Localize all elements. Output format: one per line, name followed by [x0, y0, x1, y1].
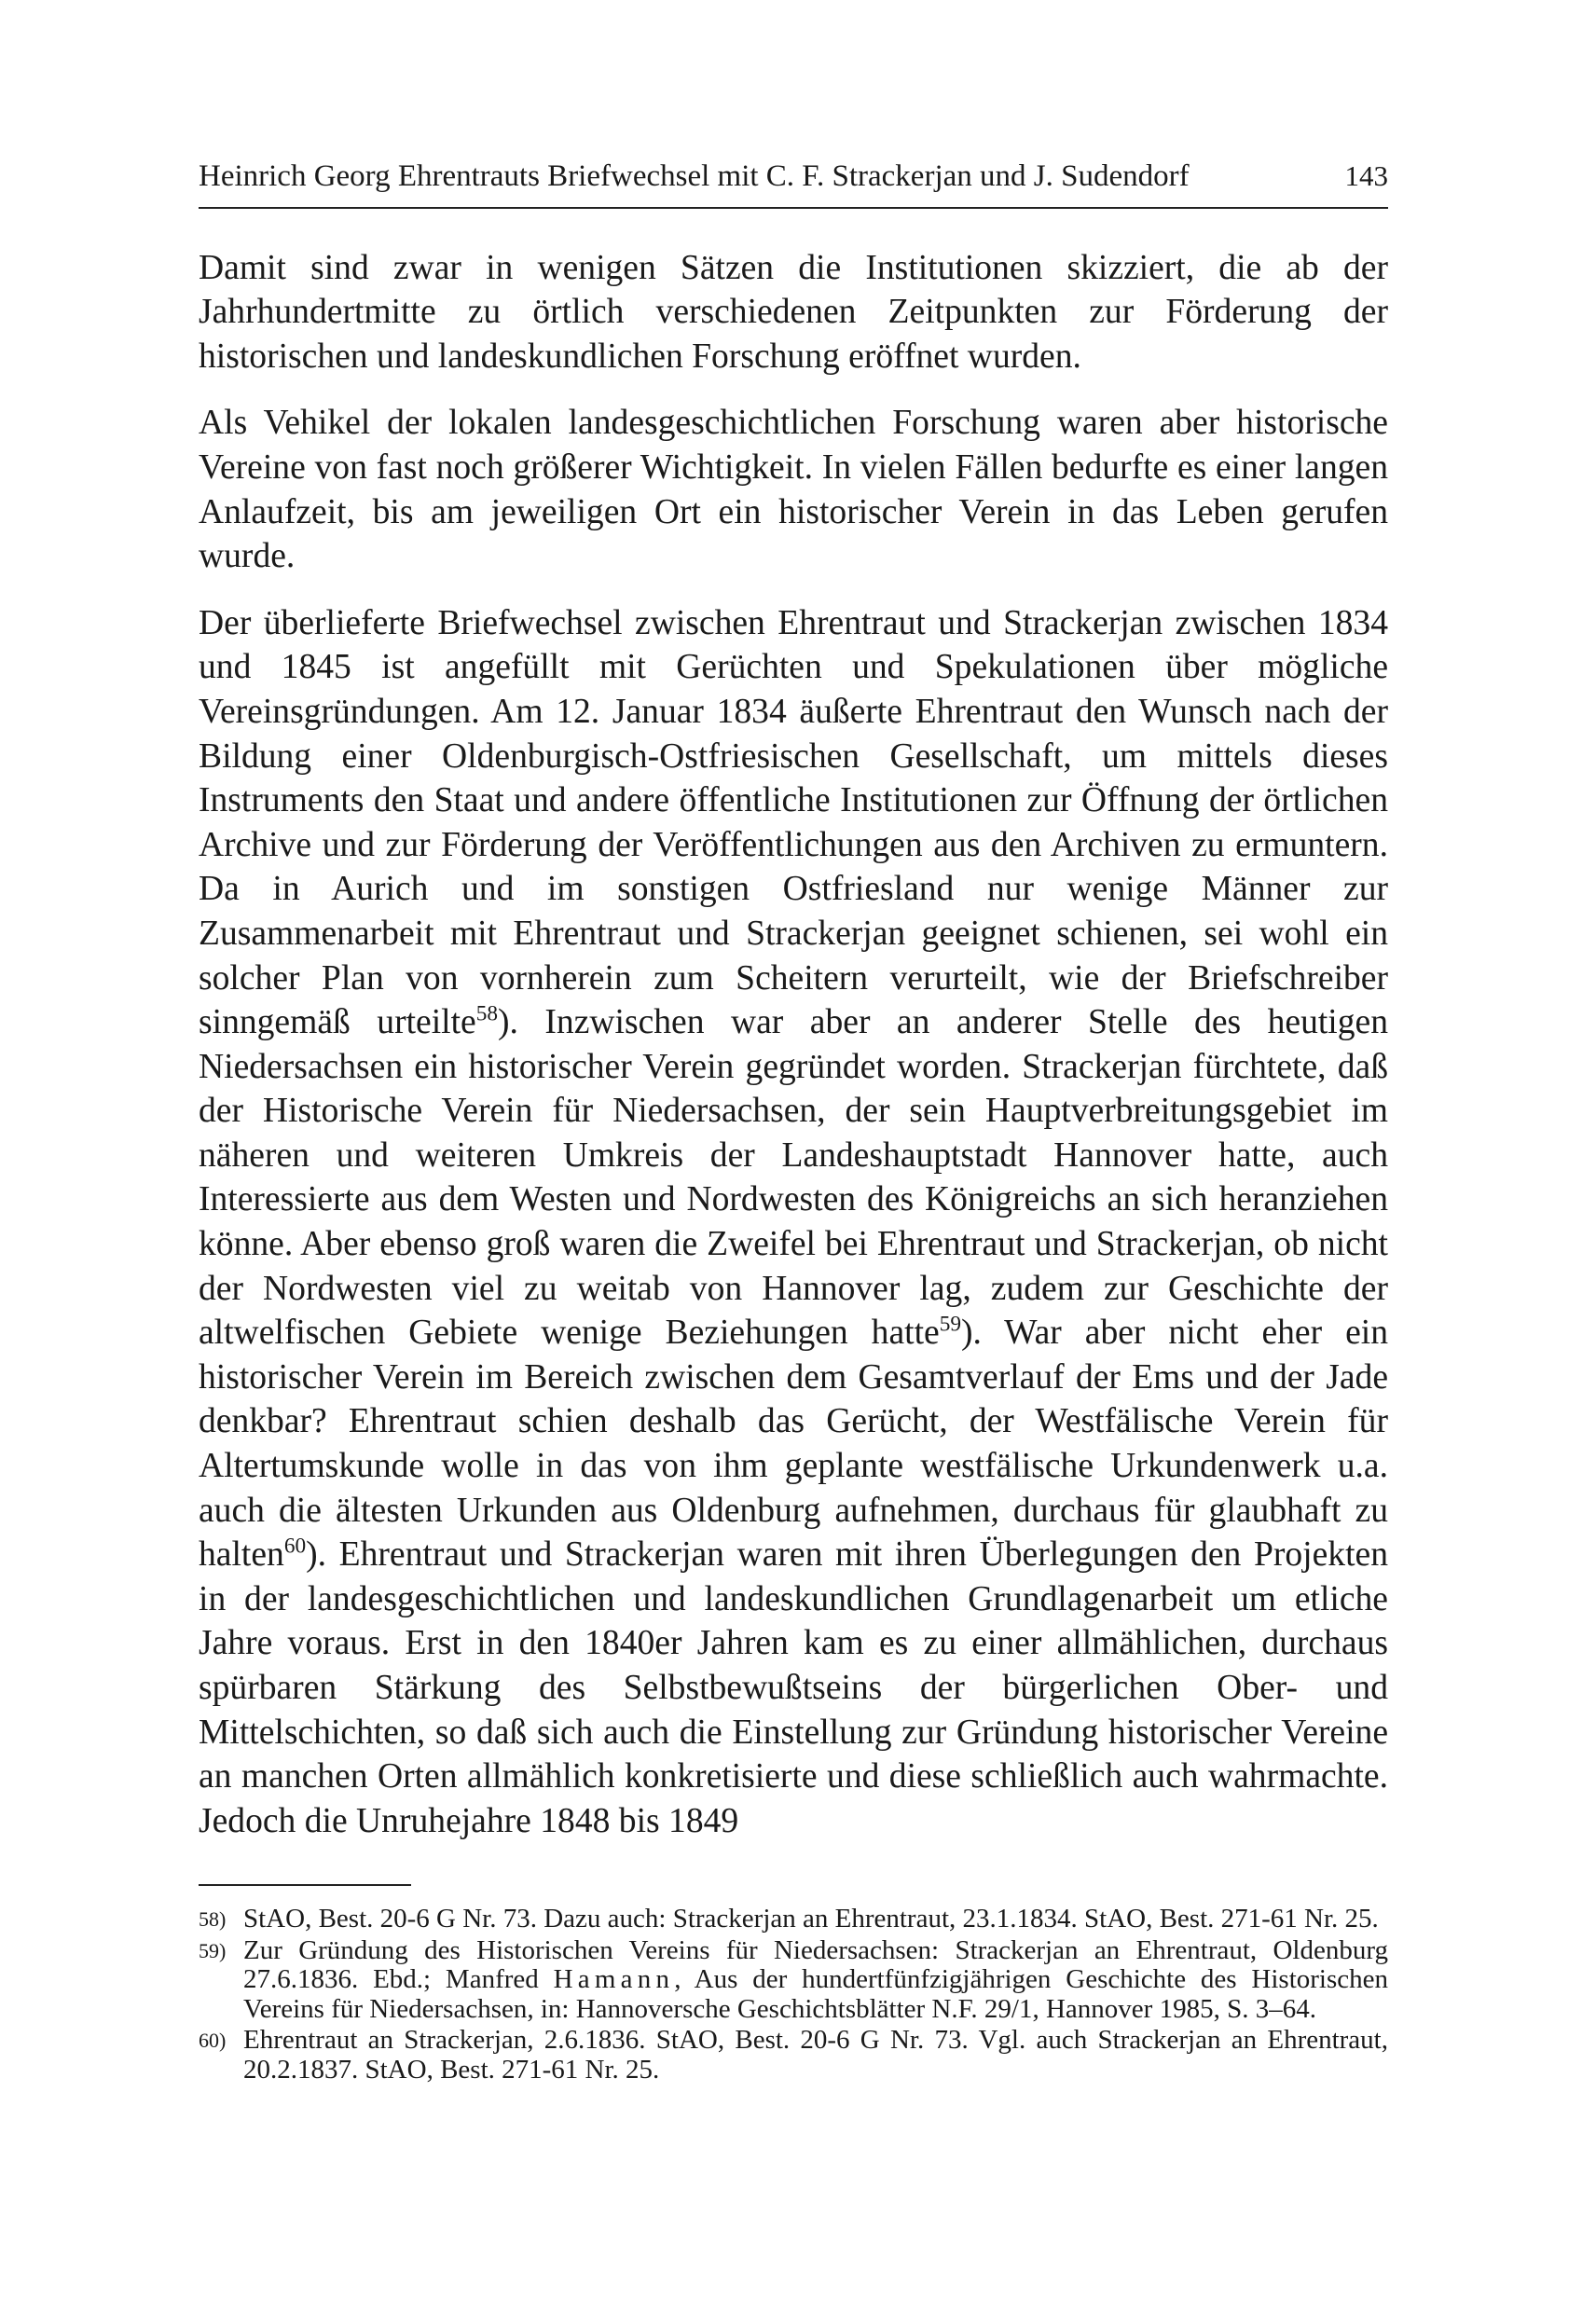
body-text [199, 246, 1388, 1844]
footnote-author: Hamann [553, 1964, 675, 1995]
page [199, 158, 1388, 2086]
footnote-text: Ehrentraut an Strackerjan, 2.6.1836. StAO, Best. 20-6 G Nr. 73. Vgl. auch Strackerjan an Ehrentraut, 20.2.1837. StAO, Best. 271-61 Nr. 25. [243, 2025, 1388, 2085]
paragraph: Als Vehikel der lokalen landesgeschichtlichen Forschung waren aber historische Vereine von fast noch größerer Wichtigkeit. In vielen Fällen bedurfte es einer langen Anlaufzeit, bis am jeweiligen Ort ein historischer Verein in das Leben gerufen wurde. [199, 404, 1388, 576]
footnote-text-part: , Aus der hundertfünfzigjährigen Geschichte des Historischen Vereins für Niedersachsen, in: Hannoversche Geschichtsblätter N.F. 29/1, Hannover 1985, S. 3–64. [243, 1964, 1388, 2024]
footnote-mark: 60) [199, 2029, 227, 2053]
footnote [199, 1936, 1388, 2025]
paragraph [199, 601, 1388, 1844]
footnote-mark: 59) [199, 1938, 227, 1962]
footnote-reference: 60 [283, 1534, 307, 1559]
footnote-text [243, 1936, 1388, 2025]
running-head [199, 158, 1388, 209]
running-head-title: Heinrich Georg Ehrentrauts Briefwechsel mit C. F. Strackerjan und J. Sudendorf [199, 159, 1190, 193]
footnote-text-part: Zur Gründung des Historischen Vereins für Niedersachsen: Strackerjan an Ehrentraut, Oldenburg 27.6.1836. Ebd.; Manfred [243, 1934, 1388, 1995]
footnote-mark: 58) [199, 1907, 227, 1932]
paragraph-text: ). Inzwischen war aber an anderer Stelle des heutigen Niedersachsen ein historischer Verein gegründet worden. Strackerjan fürchtete, daß der Historische Verein für Niedersachsen, der sein Hauptverbreitungsgebiet im näheren und weiteren Umkreis der Landeshauptstadt Hannover hatte, auch Interessierte aus dem Westen und Nordwesten des Königreichs an sich heranziehen könne. Aber ebenso groß waren die Zweifel bei Ehrentraut und Strackerjan, ob nicht der Nordwesten viel zu weitab von Hannover lag, zudem zur Geschichte der altwelfischen Gebiete wenige Beziehungen hatte [199, 1003, 1389, 1353]
footnote-reference: 58 [475, 1001, 499, 1026]
paragraph-text: ). War aber nicht eher ein historischer Verein im Bereich zwischen dem Gesamtverlauf der Ems und der Jade denkbar? Ehrentraut schien deshalb das Gerücht, der Westfälische Verein für Altertumskunde wolle in das von ihm geplante westfälische Urkundenwerk u.a. auch die ältesten Urkunden aus Oldenburg aufnehmen, durchaus für glaubhaft zu halten [199, 1314, 1388, 1575]
page-number: 143 [1344, 159, 1388, 192]
paragraph: Damit sind zwar in wenigen Sätzen die Institutionen skizziert, die ab der Jahrhundertmitte zu örtlich verschiedenen Zeitpunkten zur Förderung der historischen und landeskundlichen Forschung eröffnet wurden. [199, 248, 1388, 376]
footnotes [199, 1905, 1388, 2085]
footnote [199, 1905, 1388, 1934]
footnote [199, 2026, 1388, 2085]
paragraph-text: ). Ehrentraut und Strackerjan waren mit ihren Überlegungen den Projekten in der landesgeschichtlichen und landeskundlichen Grundlagenarbeit um etliche Jahre voraus. Erst in den 1840er Jahren kam es zu einer allmählichen, durchaus spürbaren Stärkung des Selbstbewußtseins der bürgerlichen Ober- und Mittelschichten, so daß sich auch die Einstellung zur Gründung historischer Vereine an manchen Orten allmählich konkretisierte und diese schließlich auch wahrmachte. Jedoch die Unruhejahre 1848 bis 1849 [199, 1535, 1388, 1840]
footnote-reference: 59 [939, 1312, 961, 1337]
paragraph-text: Der überlieferte Briefwechsel zwischen Ehrentraut und Strackerjan zwischen 1834 und 1845 ist angefüllt mit Gerüchten und Spekulationen über mögliche Vereinsgründungen. Am 12. Januar 1834 äußerte Ehrentraut den Wunsch nach der Bildung einer Oldenburgisch-Ostfriesischen Gesellschaft, um mittels dieses Instruments den Staat und andere öffentliche Institutionen zur Öffnung der örtlichen Archive und zur Förderung der Veröffentlichungen aus den Archiven zu ermuntern. Da in Aurich und im sonstigen Ostfriesland nur wenige Männer zur Zusammenarbeit mit Ehrentraut und Strackerjan geeignet schienen, sei wohl ein solcher Plan von vornherein zum Scheitern verurteilt, wie der Briefschreiber sinngemäß urteilte [199, 603, 1388, 1042]
footnote-text: StAO, Best. 20-6 G Nr. 73. Dazu auch: Strackerjan an Ehrentraut, 23.1.1834. StAO, Best. 271-61 Nr. 25. [243, 1904, 1379, 1934]
footnote-divider [199, 1884, 411, 1886]
